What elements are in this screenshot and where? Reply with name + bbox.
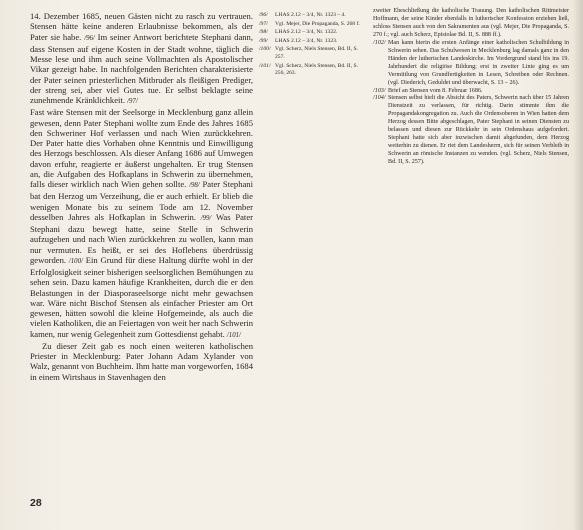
footnote-103 xyxy=(373,88,569,96)
footnote-96 xyxy=(259,12,369,20)
footnote-number: /96/ xyxy=(259,12,268,18)
footnote-ref-96[interactable]: /96/ xyxy=(84,34,95,42)
page-edge-shadow xyxy=(573,0,583,530)
footnotes-column xyxy=(259,12,369,79)
footnote-99 xyxy=(259,38,369,46)
footnote-ref-101[interactable]: /101/ xyxy=(226,331,241,339)
footnote-text: Vgl. Scherz, Niels Stensen, Bd. II, S. 257. xyxy=(275,46,358,60)
footnote-102 xyxy=(373,40,569,88)
page-number: 28 xyxy=(30,497,42,509)
footnote-text: Brief an Stensen vom 8. Februar 1686. xyxy=(388,87,483,94)
footnote-number: /98/ xyxy=(259,29,268,36)
footnote-number: /104/ xyxy=(373,95,386,102)
footnote-number: /103/ xyxy=(373,87,386,94)
paragraph-3: Zu dieser Zeit gab es noch einen weiteren katholischen Priester in Mecklenburg: Pater Johann Adam Xylander von Walz, genannt von Buchheim. Ihm hatte man vorgeworfen, 1684 in einem Wirtshaus in Stavenhagen den xyxy=(30,340,253,382)
footnote-text: LHAS 2.12 – 3/4, Nr. 1322. xyxy=(275,29,338,36)
footnote-ref-97[interactable]: /97/ xyxy=(127,98,138,105)
footnote-text: Man kann hierin die ersten Anfänge einer katholischen Schulbildung in Schwerin sehen. Das Schulwesen in Mecklenburg lag damals ganz in den Händen der lutherischen Landeskirche. Im Vordergrund stand bis ins 19. Jahrhundert die religiöse Bildung; erst in zweiter Linie ging es um Vermittlung von Grundfertigkeiten in Lesen, Schreiben oder Rechnen. (vgl. Diederich, Geduldet und überwacht, S. 13 – 26). xyxy=(388,39,569,86)
text-span: Fast wäre Stensen mit der Seelsorge in Mecklenburg ganz allein gewesen, denn Pater Stephani wollte zum Ende des Jahres 1685 den Schweriner Hof verlassen und nach Wien zurückkehren. Der Pater hatte dies Vorhaben ohne Kenntnis und Einwilligung des Herzogs beschlossen. Als dieser Anfang 1686 auf Umwegen davon erfuhr, reagierte er äußerst ungehalten. Er trug Stensen an, die Aufgaben des Hofkaplans in Schwerin zu übernehmen, falls dieser wirklich nach Wien gehen sollte. xyxy=(30,107,253,189)
footnote-101 xyxy=(259,63,369,78)
footnote-100 xyxy=(259,46,369,61)
footnote-number: /97/ xyxy=(259,20,268,27)
footnote-number: /100/ xyxy=(259,46,271,53)
footnote-text: LHAS 2.12 – 3/4, Nr. 1323 – 4. xyxy=(275,12,346,18)
paragraph-1 xyxy=(30,11,253,107)
footnote-97 xyxy=(259,21,369,29)
footnote-ref-98[interactable]: /98/ xyxy=(189,182,200,189)
footnote-text: Stensen selbst hielt die Absicht des Paters, Schwerin nach über 15 Jahren Dienstzeit zu verlassen, für richtig. Darin stimmte ihm die Propagandakongregation zu. Auch die Ordensoberen in Wien hatten dem Herzog dessen Bitte abgeschlagen, Pater Stephani in seinen Diensten zu belassen und diesen zur Rückkehr in sein Ordenshaus aufgefordert. Stephani hatte sich aber inzwischen damit abgefunden, dem Herzog weiterhin zu dienen. Er riet dem Landesherrn, sich für seinen Verbleib in Schwerin an römische Instanzen zu wenden. (vgl. Scherz, Niels Stensen, Bd. II, S. 257). xyxy=(388,95,569,166)
text-span: Ein Grund für diese Haltung dürfte wohl in der Erfolglosigkeit seiner bisherigen seelsorglichen Bemühungen zu sehen sein. Dazu kamen häufige Krankheiten, durch die er den Belastungen in der Diasporaseelsorge nicht mehr gewachsen war. Wäre nicht Bischof Stensen als einfacher Priester am Ort gewesen, hätten sowohl die kleine Hofgemeinde, als auch die vielen Katholiken, die an Feiertagen von weit her nach Schwerin kamen, nur wenig Gelegenheit zum Gottesdienst gehabt. xyxy=(30,254,254,339)
footnote-98 xyxy=(259,29,369,37)
text-span: Pater Stephani bat den Herzog um Verzeihung, die er auch erhielt. Er blieb die wenigen Monate bis zu seinem Tode am 12. November desselben Jahres als Hofkaplan in Schwerin. xyxy=(30,179,253,222)
paragraph-2 xyxy=(30,107,253,341)
footnote-continuation: zweiter Eheschließung die katholische Trauung. Den katholischen Rittmeister Hoffmann, der seine Kinder ebenfalls in lutherischer Konfession erziehen ließ, schloss Stensen auch von den Sakramenten aus (vgl. Mejer, Die Propaganda, S. 270 f.; vgl. auch Scherz, Epistolae Bd. II, S. 888 ff.). xyxy=(373,8,569,38)
footnote-number: /101/ xyxy=(259,62,271,69)
main-text-column xyxy=(30,11,253,382)
footnote-text: Vgl. Scherz, Niels Stensen, Bd. II, S. 256, 263. xyxy=(275,62,358,77)
footnote-number: /102/ xyxy=(373,39,386,46)
footnote-ref-100[interactable]: /100/ xyxy=(68,257,83,265)
text-span: Im seiner Antwort berichtete Stephani dann, dass Stensen auf eigene Kosten in der Stadt wohne, täglich die Messe lese und ihm auch seine Vollmachten als Apostolischer Vikar gezeigt habe. In nachfolgenden Berichten charakterisierte der Pater seinen priesterlichen Mitbruder als fleißigen Prediger, der streng sei, aber viel Gutes tue. Er selbst beklagte seine zunehmende Kränklichkeit. xyxy=(30,31,254,105)
footnote-text: Vgl. Mejer, Die Propaganda, S. 268 f. xyxy=(275,20,360,27)
footnote-text: LHAS 2.12 – 3/4, Nr. 1323. xyxy=(275,37,338,44)
text-span: Was Pater Stephani dazu bewegt hatte, seine Stelle in Schwerin aufzugeben und nach Wien zurückkehren zu wollen, kann man nur vermuten. Es heißt, er sei des Hoflebens überdrüssig geworden. xyxy=(30,211,253,265)
footnote-ref-99[interactable]: /99/ xyxy=(200,214,212,222)
text-span: 14. Dezember 1685, neuen Gästen nicht zu rasch zu vertrauen. Stensen hätte keine anderen Erlaubnisse bekommen, als der Pater sie habe. xyxy=(30,11,253,42)
right-notes-column xyxy=(373,8,569,167)
footnote-number: /99/ xyxy=(259,37,268,44)
footnote-104 xyxy=(373,95,569,167)
